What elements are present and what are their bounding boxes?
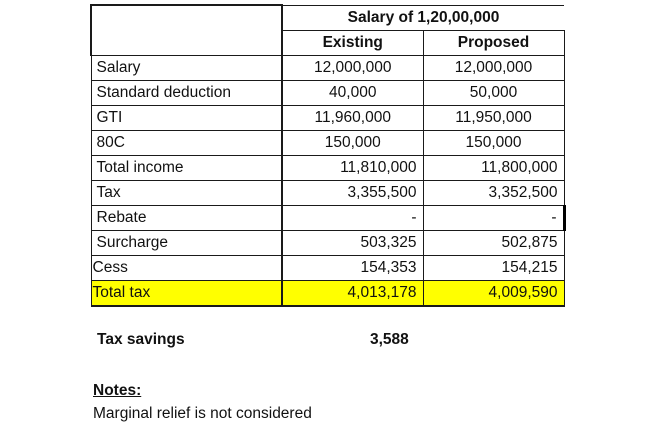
proposed-value[interactable]: 50,000 bbox=[423, 80, 564, 105]
existing-value[interactable]: 11,960,000 bbox=[282, 105, 423, 130]
proposed-value[interactable]: 3,352,500 bbox=[423, 180, 564, 205]
proposed-value[interactable]: 154,215 bbox=[423, 255, 564, 280]
table-row-surcharge bbox=[91, 230, 564, 255]
existing-value[interactable]: 12,000,000 bbox=[282, 55, 423, 80]
table-row-tax bbox=[91, 180, 564, 205]
column-header-existing[interactable]: Existing bbox=[282, 30, 423, 55]
proposed-value[interactable]: 11,800,000 bbox=[423, 155, 564, 180]
row-label[interactable]: Total tax bbox=[91, 280, 282, 306]
existing-value[interactable]: 150,000 bbox=[282, 130, 423, 155]
row-label[interactable]: Tax bbox=[91, 180, 282, 205]
row-label[interactable]: Rebate bbox=[91, 205, 282, 230]
group-header[interactable]: Salary of 1,20,00,000 bbox=[282, 5, 564, 30]
proposed-value[interactable]: 150,000 bbox=[423, 130, 564, 155]
proposed-value[interactable]: 502,875 bbox=[423, 230, 564, 255]
row-label[interactable]: Cess bbox=[91, 255, 282, 280]
table-row-gti bbox=[91, 105, 564, 130]
table-row-80c bbox=[91, 130, 564, 155]
row-label[interactable]: Total income bbox=[91, 155, 282, 180]
proposed-value[interactable]: - bbox=[423, 205, 564, 230]
existing-value[interactable]: 3,355,500 bbox=[282, 180, 423, 205]
existing-value[interactable]: 4,013,178 bbox=[282, 280, 423, 306]
row-label[interactable]: 80C bbox=[91, 130, 282, 155]
table-row-rebate bbox=[91, 205, 564, 230]
proposed-value[interactable]: 12,000,000 bbox=[423, 55, 564, 80]
existing-value[interactable]: 503,325 bbox=[282, 230, 423, 255]
existing-value[interactable]: 154,353 bbox=[282, 255, 423, 280]
column-header-proposed[interactable]: Proposed bbox=[423, 30, 564, 55]
existing-value[interactable]: 11,810,000 bbox=[282, 155, 423, 180]
table-row-cess bbox=[91, 255, 564, 280]
existing-value[interactable]: - bbox=[282, 205, 423, 230]
existing-value[interactable]: 40,000 bbox=[282, 80, 423, 105]
proposed-value[interactable]: 11,950,000 bbox=[423, 105, 564, 130]
tax-savings-value[interactable]: 3,588 bbox=[370, 331, 409, 348]
table-row-salary bbox=[91, 55, 564, 80]
notes-heading[interactable]: Notes: bbox=[93, 382, 142, 399]
row-label[interactable]: Surcharge bbox=[91, 230, 282, 255]
header-row-group bbox=[91, 5, 564, 30]
salary-tax-comparison-table bbox=[90, 4, 566, 307]
table-row-total-tax bbox=[91, 280, 564, 306]
notes-text[interactable]: Marginal relief is not considered bbox=[93, 405, 312, 422]
row-label[interactable]: Salary bbox=[91, 55, 282, 80]
table-row-standard-deduction bbox=[91, 80, 564, 105]
table-row-total-income bbox=[91, 155, 564, 180]
row-label[interactable]: GTI bbox=[91, 105, 282, 130]
tax-savings-label[interactable]: Tax savings bbox=[97, 331, 185, 348]
row-label[interactable]: Standard deduction bbox=[91, 80, 282, 105]
header-empty-cell[interactable] bbox=[91, 5, 282, 55]
proposed-value[interactable]: 4,009,590 bbox=[423, 280, 564, 306]
